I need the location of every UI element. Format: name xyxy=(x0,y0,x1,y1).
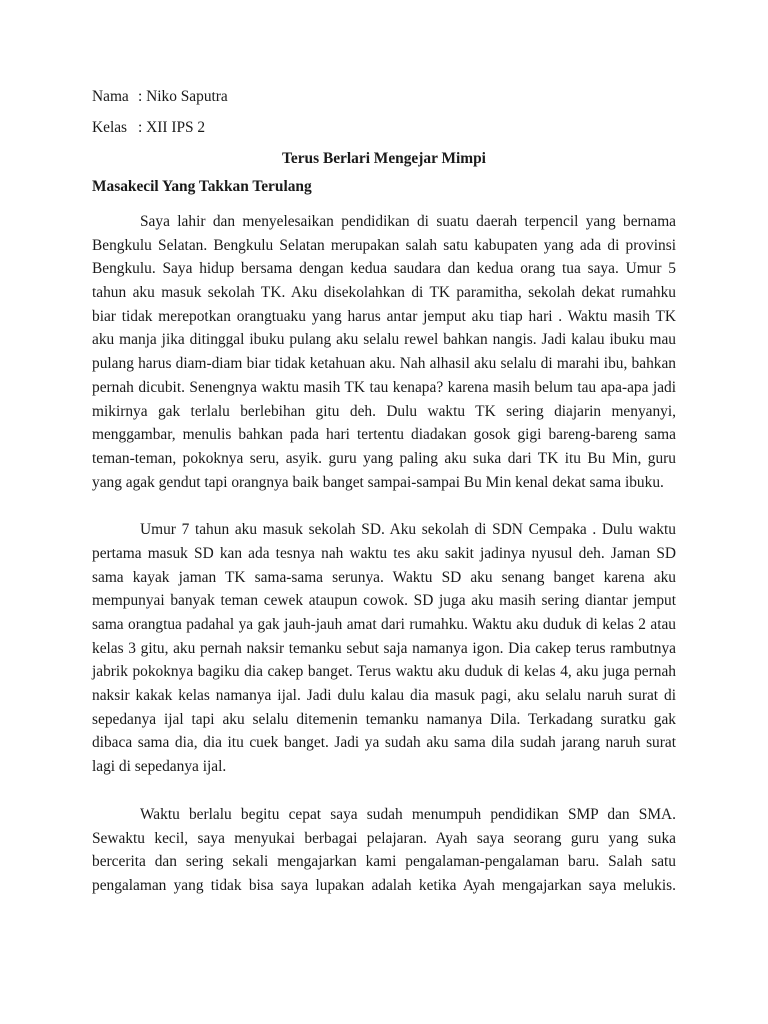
paragraph-line: pulang harus diam-diam biar tidak ketahuan aku. Nah alhasil aku selalu di marahi ibu, bahkan xyxy=(92,355,676,373)
paragraph-line: sama orangtua padahal ya gak jauh-jauh amat dari rumahku. Waktu aku duduk di kelas 2 atau xyxy=(92,616,676,633)
paragraph-line: lagi di sepedanya ijal. xyxy=(92,758,227,776)
paragraph-line: Umur 7 tahun aku masuk sekolah SD. Aku sekolah di SDN Cempaka . Dulu waktu xyxy=(140,521,676,539)
name-label: Nama xyxy=(92,88,129,105)
paragraph-line: Sewaktu kecil, saya menyukai berbagai pelajaran. Ayah saya seorang guru yang suka xyxy=(92,829,676,847)
paragraph-line: sepedanya ijal tapi aku selalu ditemenin temanku namanya Dila. Terkadang suratku gak xyxy=(92,710,676,728)
name-row xyxy=(92,86,676,117)
paragraph-2 xyxy=(92,518,676,779)
paragraph-spacer xyxy=(92,779,676,803)
class-label: Kelas xyxy=(92,119,128,136)
paragraph-line: pertama masuk SD kan ada tesnya nah waktu tes aku sakit jadinya nyusul deh. Jaman SD xyxy=(92,544,676,562)
paragraph-line: yang agak gendut tapi orangnya baik banget sampai-sampai Bu Min kenal dekat sama ibuku. xyxy=(92,473,664,491)
paragraph-line: sama kayak jaman TK sama-sama serunya. Waktu SD aku senang banget karena aku xyxy=(92,568,676,586)
paragraph-line: mempunyai banyak teman cewek ataupun cowok. SD juga aku masih sering diantar jemput xyxy=(92,592,676,610)
paragraph-line: menggambar, menulis bahkan pada hari tertentu diadakan gosok gigi bareng-bareng sama xyxy=(92,426,676,444)
paragraph-line: biar tidak merepotkan orangtuaku yang harus antar jemput aku tiap hari . Waktu masih TK xyxy=(92,307,676,325)
document-title: Terus Berlari Mengejar Mimpi xyxy=(282,150,486,167)
paragraph-line: mikirnya gak terlalu berlebihan gitu deh. Dulu waktu TK sering diajarin menyanyi, xyxy=(92,402,676,420)
paragraph-line: Bengkulu. Saya hidup bersama dengan kedua saudara dan kedua orang tua saya. Umur 5 xyxy=(92,260,676,278)
paragraph-line: aku manja jika ditinggal ibuku pulang aku selalu rewel bahkan nangis. Jadi kalau ibuku mau xyxy=(92,331,676,349)
paragraph-3 xyxy=(92,803,676,898)
paragraph-line: naksir kakak kelas namanya ijal. Jadi dulu kalau dia masuk pagi, aku selalu naruh surat di xyxy=(92,687,676,705)
paragraph-line: bercerita dan sering sekali mengajarkan kami pengalaman-pengalaman baru. Salah satu xyxy=(92,853,676,871)
paragraph-line: pengalaman yang tidak bisa saya lupakan adalah ketika Ayah mengajarkan saya melukis. xyxy=(92,876,676,894)
paragraph-line: kelas 3 gitu, aku pernah naksir temanku sebut saja namanya igon. Dia cakep terus rambutnya xyxy=(92,639,676,657)
section-subtitle: Masakecil Yang Takkan Terulang xyxy=(92,178,312,195)
name-value: : Niko Saputra xyxy=(138,88,228,105)
paragraph-line: tahun aku masuk sekolah TK. Aku disekolahkan di TK paramitha, sekolah dekat rumahku xyxy=(92,284,676,302)
paragraph-line: teman-teman, pokoknya seru, asyik. guru yang paling aku suka dari TK itu Bu Min, guru xyxy=(92,449,676,467)
paragraph-line: Bengkulu Selatan. Bengkulu Selatan merupakan salah satu kabupaten yang ada di provinsi xyxy=(92,236,676,254)
paragraph-line: jabrik pokoknya bagiku dia cakep banget. Terus waktu aku duduk di kelas 4, aku juga pernah xyxy=(92,663,676,681)
paragraph-spacer xyxy=(92,494,676,518)
paragraph-line: Saya lahir dan menyelesaikan pendidikan di suatu daerah terpencil yang bernama xyxy=(140,213,676,230)
paragraph-line: pernah dicubit. Senengnya waktu masih TK tau kenapa? karena masih belum tau apa-apa jadi xyxy=(92,378,676,396)
paragraph-line: Waktu berlalu begitu cepat saya sudah menumpuh pendidikan SMP dan SMA. xyxy=(140,805,676,823)
class-row xyxy=(92,117,676,148)
document-page xyxy=(92,86,676,898)
class-value: : XII IPS 2 xyxy=(138,119,206,136)
paragraph-1 xyxy=(92,210,676,494)
paragraph-line: dibaca sama dia, dia itu cuek banget. Jadi ya sudah aku sama dila sudah jarang naruh surat xyxy=(92,734,676,752)
